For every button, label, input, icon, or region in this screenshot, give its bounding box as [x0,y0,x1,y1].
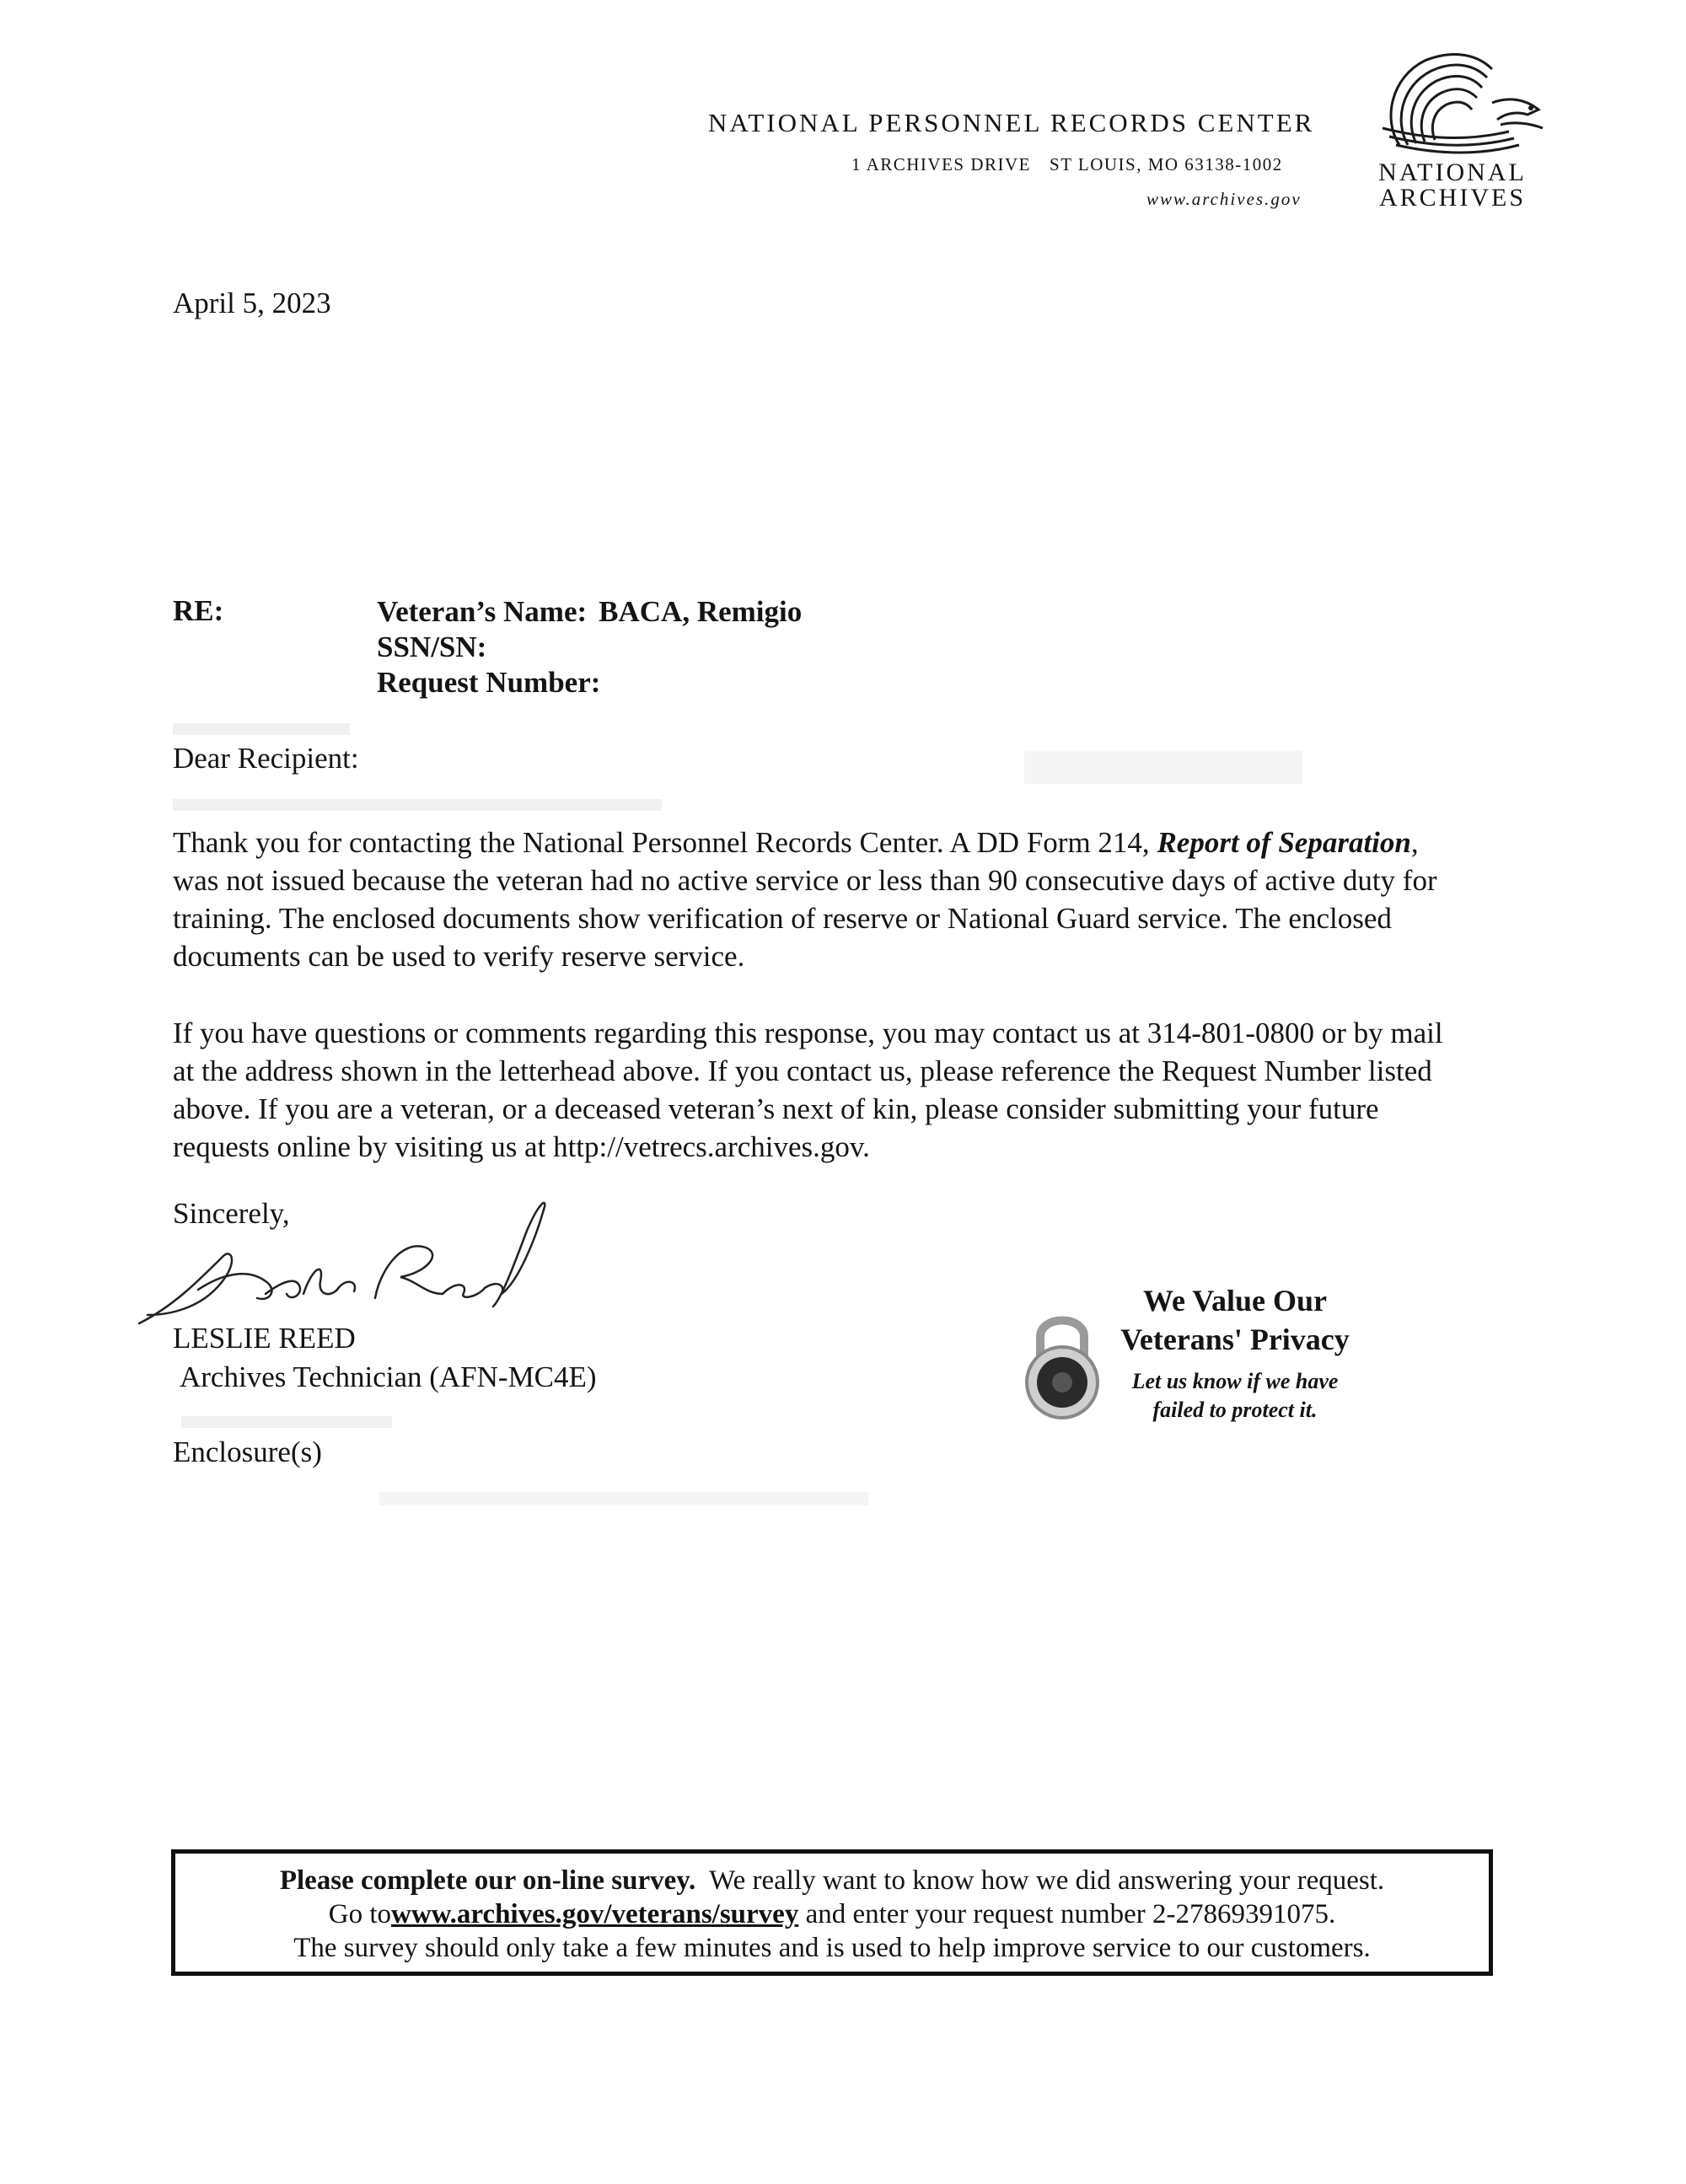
letterhead-address [851,154,1283,175]
survey-line-1 [175,1864,1489,1897]
privacy-title-line1: We Value Our [1142,1284,1328,1317]
greeting: Dear Recipient: [173,742,359,775]
body-paragraph-1 [173,824,1471,975]
bleed-through-mark [173,723,350,735]
privacy-sub-line2: failed to protect it. [1152,1398,1318,1422]
logo-line-archives: ARCHIVES [1378,184,1526,212]
re-label: RE: [173,594,224,627]
survey-bold-intro: Please complete our on-line survey. [279,1865,696,1896]
bleed-through-mark [379,1492,868,1505]
survey-line-2 [175,1897,1489,1931]
re-details [377,594,802,700]
body-paragraph-2 [173,1014,1471,1166]
padlock-icon [1020,1305,1104,1423]
request-number-label: Request Number: [377,666,601,699]
letter-date: April 5, 2023 [173,287,331,319]
ssn-label: SSN/SN: [377,631,487,663]
letterhead-street: 1 ARCHIVES DRIVE [851,154,1032,174]
survey-request-text: and enter your request number 2-27869391075. [798,1899,1336,1929]
letterhead-website: www.archives.gov [1146,189,1302,209]
survey-go-to: Go to [328,1899,391,1929]
bleed-through-mark [173,799,662,811]
privacy-title-line2: Veterans' Privacy [1120,1323,1350,1356]
survey-box [171,1849,1493,1976]
letterhead-title: NATIONAL PERSONNEL RECORDS CENTER [708,108,1315,137]
eagle-logo-icon [1366,44,1551,162]
survey-intro-rest: We really want to know how we did answering your request. [695,1865,1385,1896]
veteran-name-value: BACA, Remigio [599,595,803,628]
veteran-name-label: Veteran’s Name: [377,595,588,628]
enclosure-note: Enclosure(s) [173,1435,322,1468]
survey-link[interactable]: www.archives.gov/veterans/survey [390,1899,799,1929]
bleed-through-mark [1024,750,1302,784]
p1-start: Thank you for contacting the National Personnel Records Center. A DD Form 214, [173,826,1157,859]
signer-title: Archives Technician (AFN-MC4E) [180,1360,597,1393]
p2-text: If you have questions or comments regarding this response, you may contact us at 314-801-0800 or by mail at the address shown in the letterhead above. If you contact us, please reference the Request Number listed above. If you are a veteran, or a deceased veteran’s next of kin, please consider submitting your future requests online by visiting us at http://vetrecs.archives.gov. [173,1017,1443,1163]
logo-line-national: NATIONAL [1378,158,1527,186]
letterhead-city: ST LOUIS, MO 63138-1002 [1050,154,1283,174]
veteran-name-line [377,594,802,630]
signer-block [173,1319,597,1397]
privacy-subtitle [1104,1367,1366,1425]
closing: Sincerely, [173,1197,290,1230]
national-archives-logo [1349,44,1551,212]
privacy-sub-line1: Let us know if we have [1131,1369,1339,1393]
logo-wordmark [1372,160,1533,211]
privacy-title [1104,1281,1366,1359]
p1-report-title: Report of Separation [1157,826,1411,859]
handwritten-signature [122,1189,561,1340]
signer-name: LESLIE REED [173,1322,356,1355]
survey-line-3: The survey should only take a few minutes and is used to help improve service to our customers. [293,1933,1371,1963]
p1-end: , was not issued because the veteran had no active service or less than 90 consecutive days of active duty for training. The enclosed documents show verification of reserve or National Guard service. The enclosed documents can be used to verify reserve service. [173,826,1437,973]
bleed-through-mark [181,1416,392,1428]
privacy-badge [1020,1281,1374,1433]
